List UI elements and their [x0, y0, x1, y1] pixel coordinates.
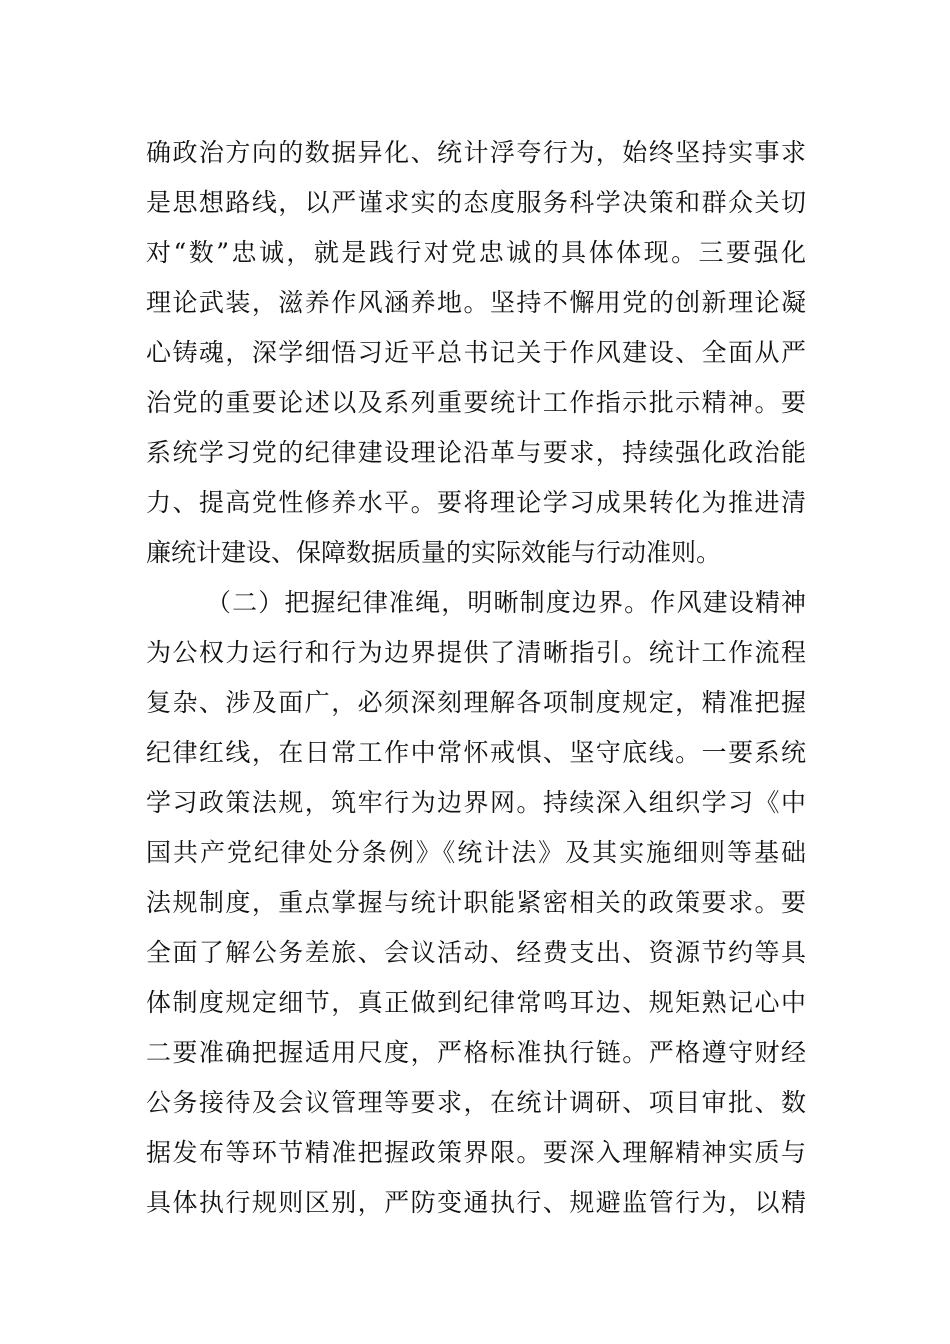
- text-line: 心铸魂，深学细悟习近平总书记关于作风建设、全面从严: [146, 338, 806, 367]
- text-line: 治党的重要论述以及系列重要统计工作指示批示精神。要: [146, 388, 806, 417]
- text-line: 纪律红线，在日常工作中常怀戒惧、坚守底线。一要系统: [146, 738, 806, 767]
- text-line: 据发布等环节精准把握政策界限。要深入理解精神实质与: [146, 1138, 806, 1167]
- text-line: 二要准确把握适用尺度，严格标准执行链。严格遵守财经: [146, 1038, 806, 1067]
- text-line: 理论武装，滋养作风涵养地。坚持不懈用党的创新理论凝: [146, 288, 806, 317]
- text-line: 力、提高党性修养水平。要将理论学习成果转化为推进清: [146, 488, 806, 517]
- text-line: 对“数”忠诚，就是践行对党忠诚的具体体现。三要强化: [146, 238, 806, 267]
- text-line: 法规制度，重点掌握与统计职能紧密相关的政策要求。要: [146, 888, 806, 917]
- text-line: 是思想路线，以严谨求实的态度服务科学决策和群众关切: [146, 188, 806, 217]
- text-line: 体制度规定细节，真正做到纪律常鸣耳边、规矩熟记心中: [146, 988, 806, 1017]
- section-heading-line: （二）把握纪律准绳，明晰制度边界。作风建设精神: [206, 588, 806, 617]
- paragraph-end-line: 廉统计建设、保障数据质量的实际效能与行动准则。: [146, 538, 722, 567]
- text-line: 复杂、涉及面广，必须深刻理解各项制度规定，精准把握: [146, 688, 806, 717]
- text-line: 系统学习党的纪律建设理论沿革与要求，持续强化政治能: [146, 438, 806, 467]
- text-line: 公务接待及会议管理等要求，在统计调研、项目审批、数: [146, 1088, 806, 1117]
- text-line: 全面了解公务差旅、会议活动、经费支出、资源节约等具: [146, 938, 806, 967]
- text-line: 具体执行规则区别，严防变通执行、规避监管行为，以精: [146, 1188, 806, 1217]
- text-line: 国共产党纪律处分条例》《统计法》及其实施细则等基础: [146, 838, 806, 867]
- text-line: 确政治方向的数据异化、统计浮夸行为，始终坚持实事求: [146, 138, 806, 167]
- text-line: 学习政策法规，筑牢行为边界网。持续深入组织学习《中: [146, 788, 806, 817]
- text-line: 为公权力运行和行为边界提供了清晰指引。统计工作流程: [146, 638, 806, 667]
